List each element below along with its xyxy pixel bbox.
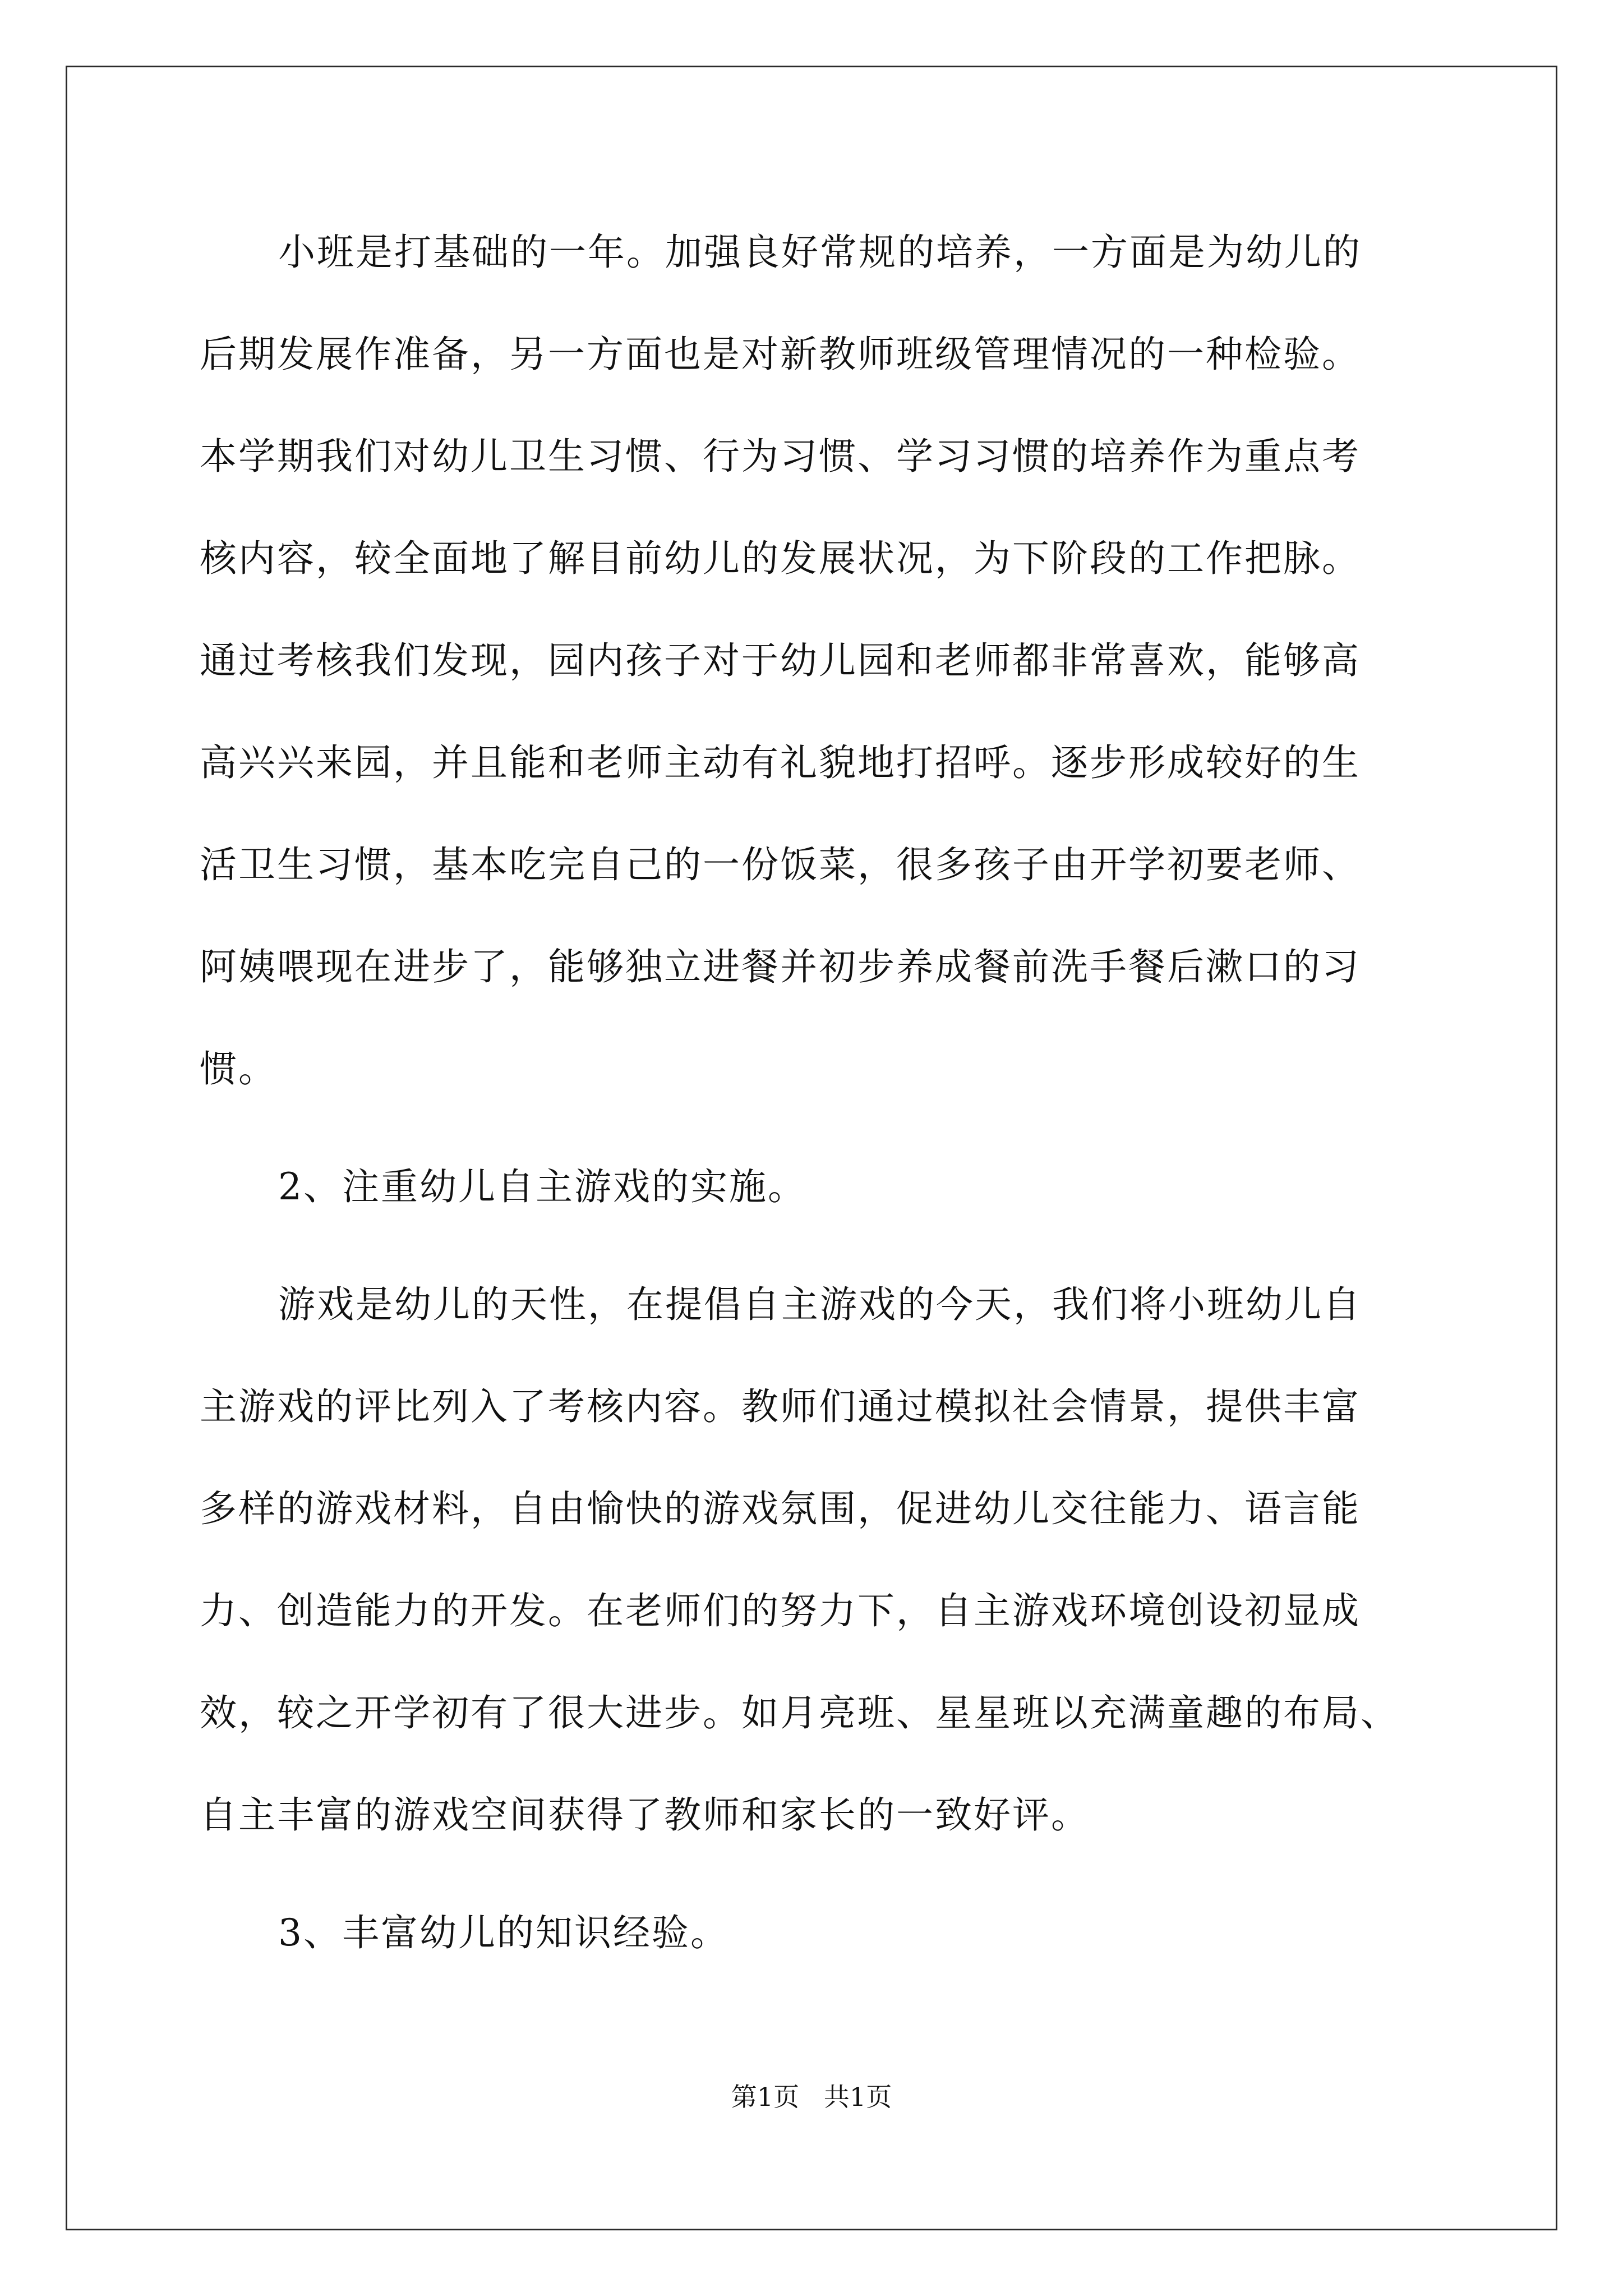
text-line: 活卫生习惯，基本吃完自己的一份饭菜，很多孩子由开学初要老师、 (200, 843, 1361, 886)
text-line: 效，较之开学初有了很大进步。如月亮班、星星班以充满童趣的布局、 (200, 1691, 1399, 1734)
text-line: 核内容，较全面地了解目前幼儿的发展状况，为下阶段的工作把脉。 (200, 537, 1361, 580)
text-line: 自主丰富的游戏空间获得了教师和家长的一致好评。 (200, 1793, 1090, 1837)
text-line: 通过考核我们发现，园内孩子对于幼儿园和老师都非常喜欢，能够高 (200, 639, 1361, 682)
text-line: 力、创造能力的开发。在老师们的努力下，自主游戏环境创设初显成 (200, 1589, 1361, 1632)
page-number-footer: 第1页 共1页 (731, 2082, 892, 2112)
text-line: 阿姨喂现在进步了，能够独立进餐并初步养成餐前洗手餐后漱口的习 (200, 945, 1361, 988)
text-line: 本学期我们对幼儿卫生习惯、行为习惯、学习习惯的培养作为重点考 (200, 435, 1361, 478)
text-line: 惯。 (200, 1047, 277, 1091)
text-line: 游戏是幼儿的天性，在提倡自主游戏的今天，我们将小班幼儿自 (278, 1283, 1362, 1326)
text-line: 小班是打基础的一年。加强良好常规的培养，一方面是为幼儿的 (278, 231, 1362, 274)
text-line: 多样的游戏材料，自由愉快的游戏氛围，促进幼儿交往能力、语言能 (200, 1487, 1361, 1530)
text-line: 高兴兴来园，并且能和老师主动有礼貌地打招呼。逐步形成较好的生 (200, 741, 1361, 784)
section-heading: 2、注重幼儿自主游戏的实施。 (278, 1165, 806, 1208)
section-heading: 3、丰富幼儿的知识经验。 (278, 1911, 729, 1954)
text-line: 主游戏的评比列入了考核内容。教师们通过模拟社会情景，提供丰富 (200, 1385, 1361, 1428)
text-line: 后期发展作准备，另一方面也是对新教师班级管理情况的一种检验。 (200, 333, 1361, 376)
